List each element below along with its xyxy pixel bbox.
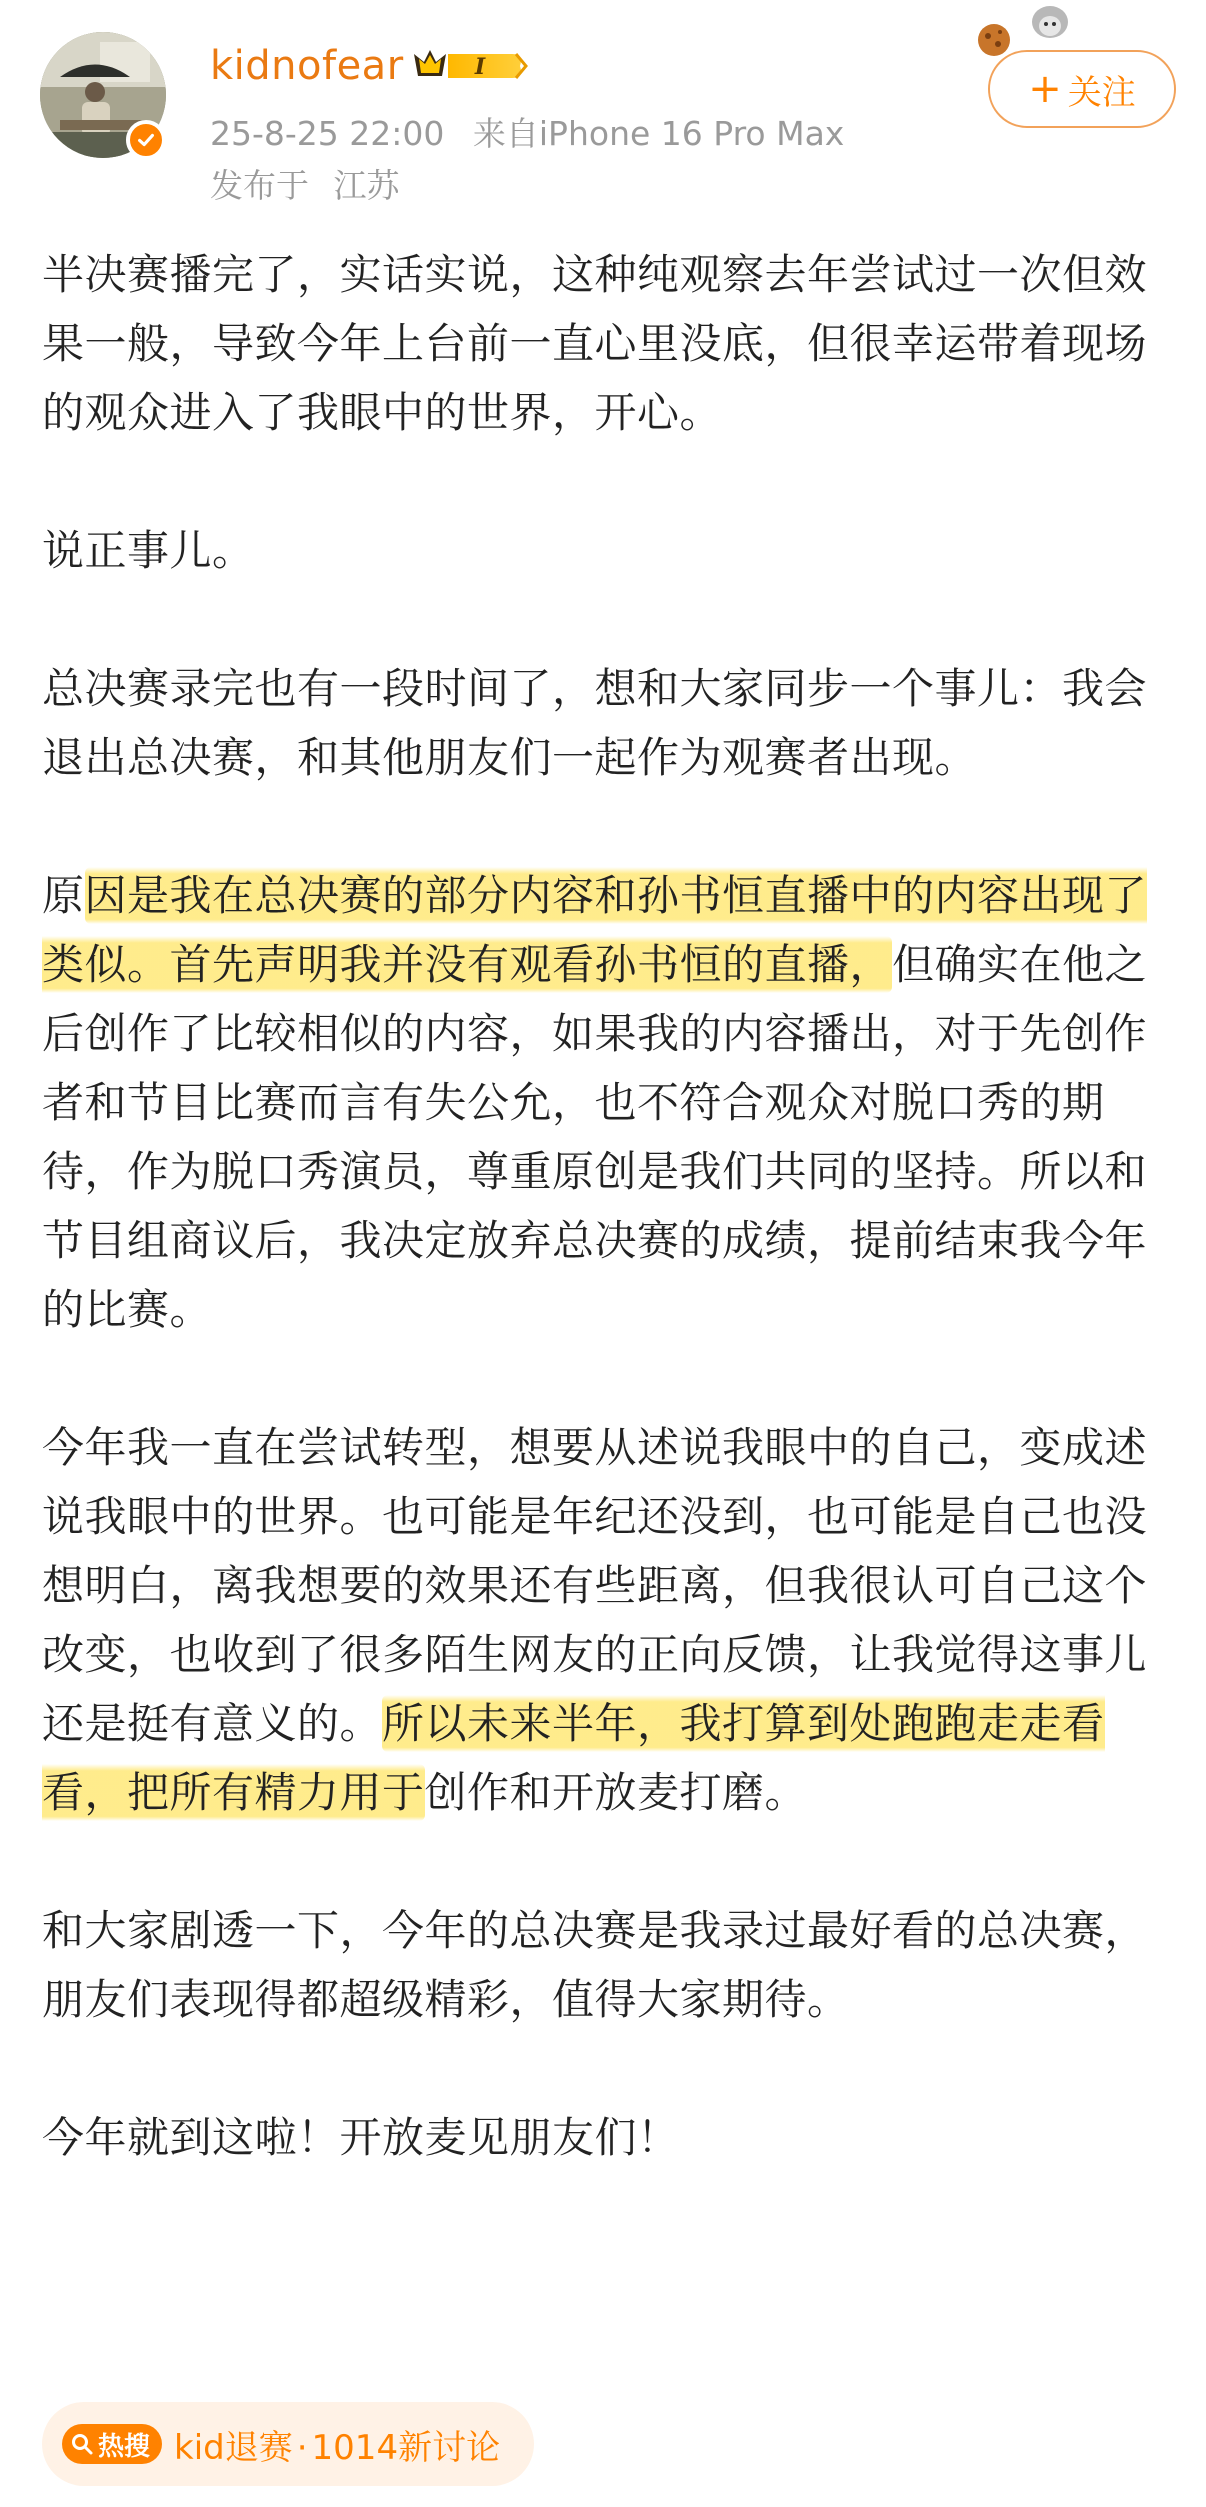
hot-topic-text — [174, 2420, 500, 2469]
hot-topic-separator: · — [296, 2427, 308, 2468]
highlighted-text: 所以未来半年，我打算到处跑跑走走看看，把所有精力用于 — [42, 1695, 1105, 1821]
paragraph-text: 和大家剧透一下，今年的总决赛是我录过最好看的总决赛，朋友们表现得都超级精彩，值得大家期待。 — [42, 1906, 1148, 2024]
post-paragraph — [42, 1896, 1172, 2034]
paragraph-text: 创作和开放麦打磨。 — [424, 1768, 808, 1817]
crown-level-icon[interactable] — [412, 46, 532, 86]
follow-button-label: 关注 — [1067, 72, 1136, 113]
paragraph-text: 半决赛播完了，实话实说，这种纯观察去年尝试过一次但效果一般，导致今年上台前一直心里没底，但很幸运带着现场的观众进入了我眼中的世界，开心。 — [42, 250, 1148, 437]
level-label: I — [474, 54, 486, 80]
paragraph-text: 但确实在他之后创作了比较相似的内容，如果我的内容播出，对于先创作者和节目比赛而言有失公允，也不符合观众对脱口秀的期待，作为脱口秀演员，尊重原创是我们共同的坚持。所以和节目组商议后，我决定放弃总决赛的成绩，提前结束我今年的比赛。 — [42, 940, 1148, 1334]
location-value: 江苏 — [333, 166, 400, 205]
paragraph-text: 说正事儿。 — [42, 526, 255, 575]
paragraph-text: 总决赛录完也有一段时间了，想和大家同步一个事儿：我会退出总决赛，和其他朋友们一起作为观赛者出现。 — [42, 664, 1148, 782]
paragraph-text: 原 — [42, 871, 85, 920]
hot-topic-link[interactable] — [42, 2402, 534, 2486]
post-paragraph — [42, 516, 1172, 585]
search-hot-icon — [62, 2424, 162, 2464]
post-content — [42, 240, 1172, 2241]
hot-badge-label: 热搜 — [98, 2431, 151, 2462]
post-source: 来自iPhone 16 Pro Max — [472, 114, 845, 153]
post-paragraph — [42, 240, 1172, 447]
highlighted-text: 因是我在总决赛的部分内容和孙书恒直播中的内容出现了类似。首先声明我并没有观看孙书恒的直播， — [42, 867, 1147, 993]
post-header — [0, 0, 1206, 210]
post-paragraph — [42, 1413, 1172, 1827]
post-date: 25-8-25 22:00 — [210, 114, 445, 153]
post-paragraph — [42, 2103, 1172, 2172]
hot-topic-name: kid退赛 — [174, 2427, 293, 2468]
plus-icon: + — [1028, 66, 1062, 112]
location-label: 发布于 — [210, 166, 309, 205]
post-meta — [210, 112, 862, 156]
follow-button[interactable] — [988, 50, 1176, 128]
paragraph-text: 今年我一直在尝试转型，想要从述说我眼中的自己，变成述说我眼中的世界。也可能是年纪还没到，也可能是自己也没想明白，离我想要的效果还有些距离，但我很认可自己这个改变，也收到了很多陌生网友的正向反馈，让我觉得这事儿还是挺有意义的。 — [42, 1423, 1148, 1748]
post-location — [210, 164, 414, 208]
post-paragraph — [42, 654, 1172, 792]
hot-topic-discussion: 1014新讨论 — [311, 2427, 501, 2468]
post-paragraph — [42, 861, 1172, 1344]
paragraph-text: 今年就到这啦！开放麦见朋友们！ — [42, 2113, 680, 2162]
username[interactable]: kidnofear — [210, 43, 404, 89]
verified-check-icon — [126, 120, 166, 160]
